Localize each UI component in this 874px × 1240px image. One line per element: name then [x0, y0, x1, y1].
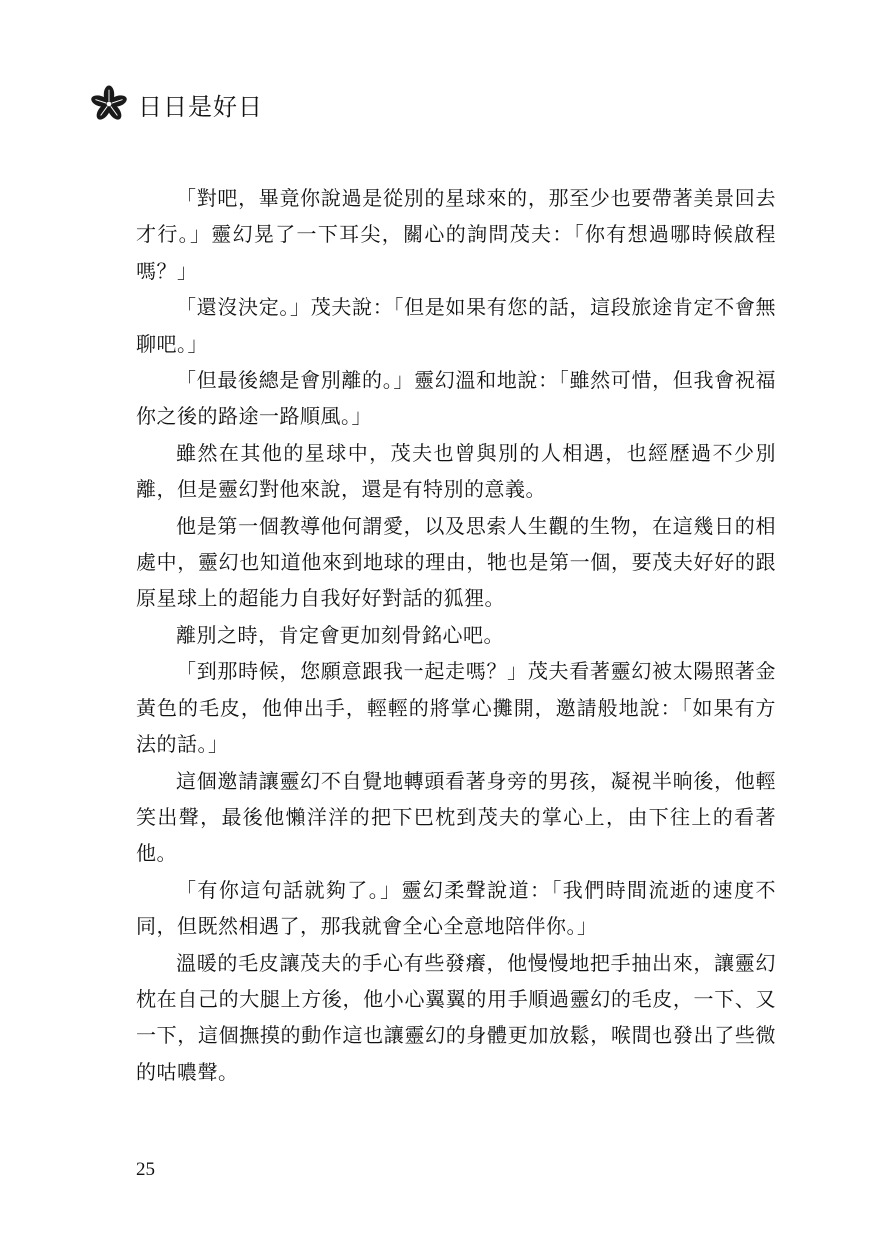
paragraph: 這個邀請讓靈幻不自覺地轉頭看著身旁的男孩，凝視半晌後，他輕笑出聲，最後他懶洋洋的把下巴枕到茂夫的掌心上，由下往上的看著他。 [136, 768, 776, 866]
book-title: 日日是好日 [138, 92, 263, 121]
paragraph: 他是第一個教導他何謂愛，以及思索人生觀的生物，在這幾日的相處中，靈幻也知道他來到地球的理由，牠也是第一個，要茂夫好好的跟原星球上的超能力自我好好對話的狐狸。 [136, 513, 776, 611]
paragraph: 離別之時，肯定會更加刻骨銘心吧。 [176, 622, 504, 647]
paragraph: 「但最後總是會別離的。」靈幻溫和地說：「雖然可惜，但我會祝福你之後的路途一路順風。」 [136, 368, 776, 429]
paragraph: 「到那時候，您願意跟我一起走嗎？」茂夫看著靈幻被太陽照著金黃色的毛皮，他伸出手，輕輕的將掌心攤開，邀請般地說：「如果有方法的話。」 [136, 659, 776, 757]
flower-icon [90, 85, 128, 123]
main-text [136, 180, 776, 1090]
page-number: 25 [136, 1159, 155, 1180]
paragraph: 雖然在其他的星球中，茂夫也曾與別的人相遇，也經歷過不少別離，但是靈幻對他來說，還是有特別的意義。 [136, 440, 776, 502]
paragraph: 「還沒決定。」茂夫說：「但是如果有您的話，這段旅途肯定不會無聊吧。」 [136, 295, 776, 356]
paragraph: 「對吧，畢竟你說過是從別的星球來的，那至少也要帶著美景回去才行。」靈幻晃了一下耳尖，關心的詢問茂夫：「你有想過哪時候啟程嗎？」 [136, 186, 776, 283]
paragraph: 溫暖的毛皮讓茂夫的手心有些發癢，他慢慢地把手抽出來，讓靈幻枕在自己的大腿上方後，他小心翼翼的用手順過靈幻的毛皮，一下、又一下，這個撫摸的動作這也讓靈幻的身體更加放鬆，喉間也發出了些微的咕噥聲。 [136, 950, 776, 1084]
running-header [90, 84, 263, 124]
paragraph: 「有你這句話就夠了。」靈幻柔聲說道：「我們時間流逝的速度不同，但既然相遇了，那我就會全心全意地陪伴你。」 [136, 877, 776, 939]
